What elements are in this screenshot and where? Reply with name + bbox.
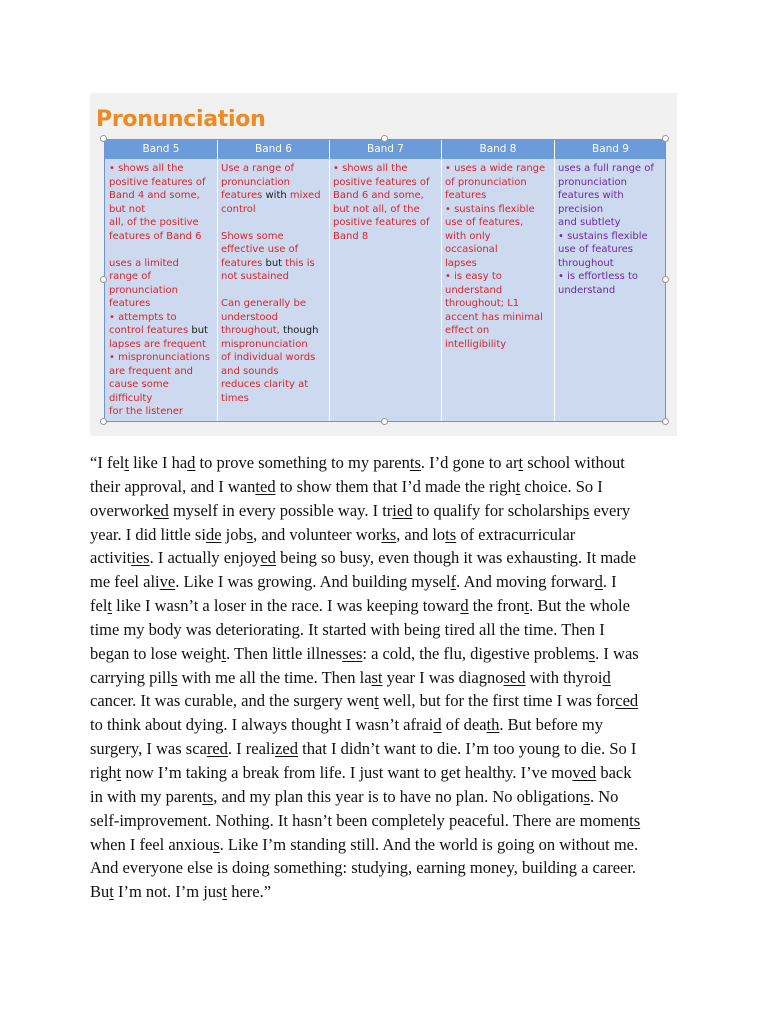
descriptor-text: this is xyxy=(285,257,315,269)
descriptor-text: understand xyxy=(445,284,503,296)
descriptor-line xyxy=(445,297,553,311)
descriptor-text: accent has minimal xyxy=(445,311,543,323)
passage-line xyxy=(90,761,690,785)
descriptor-line xyxy=(558,270,665,284)
descriptor-line xyxy=(333,162,440,176)
underlined-sound: s xyxy=(213,834,220,854)
passage-text: like I ha xyxy=(128,453,188,472)
descriptor-text: Shows some xyxy=(221,230,284,242)
underlined-sound: d xyxy=(594,572,603,592)
descriptor-text: control xyxy=(221,203,256,215)
header-band-9: Band 9 xyxy=(592,143,629,155)
passage-text: , and lo xyxy=(396,524,446,544)
passage-text: to think about dying. I always thought I wasn’t afrai xyxy=(90,715,434,735)
descriptor-line xyxy=(221,230,328,244)
passage-line xyxy=(90,666,690,690)
passage-line xyxy=(90,570,690,594)
descriptor-text: mispronunciation xyxy=(221,338,308,350)
descriptor-text: throughout xyxy=(558,257,614,269)
underlined-sound: ed xyxy=(260,548,277,568)
passage-text: . I was xyxy=(595,643,639,663)
passage-text: being so busy, even though it was exhausting. It made xyxy=(276,548,637,568)
passage-text: : a cold, the flu, digestive problem xyxy=(362,643,589,663)
passage-text: . But the whole xyxy=(529,596,630,616)
band-descriptor-table xyxy=(104,139,666,422)
descriptor-line xyxy=(109,270,216,284)
descriptor-line xyxy=(445,243,553,257)
descriptor-line xyxy=(445,257,553,271)
descriptor-line xyxy=(109,284,216,298)
descriptor-text: Can generally be xyxy=(221,298,307,309)
descriptor-text: use of features, xyxy=(445,217,524,228)
passage-line xyxy=(90,499,690,523)
rubric-title: Pronunciation xyxy=(96,107,266,132)
passage-line xyxy=(90,833,690,857)
descriptor-text: effect on xyxy=(445,325,490,336)
descriptor-text: features xyxy=(221,257,266,269)
descriptor-text: pronunciation xyxy=(558,176,627,188)
descriptor-text: but xyxy=(265,257,286,269)
descriptor-text: and sounds xyxy=(221,365,279,377)
header-band-5: Band 5 xyxy=(142,143,180,155)
descriptor-line xyxy=(109,324,216,338)
passage-text: back xyxy=(596,762,632,782)
descriptor-line xyxy=(221,257,328,271)
descriptor-line xyxy=(445,324,553,338)
passage-text: job xyxy=(221,524,247,544)
descriptor-text: cause some xyxy=(109,379,169,390)
passage-text: . I actually enjoy xyxy=(149,548,261,568)
underlined-sound: t xyxy=(524,596,530,616)
resize-handle[interactable] xyxy=(100,135,107,142)
descriptor-text: features xyxy=(221,190,266,201)
descriptor-line xyxy=(221,243,328,257)
descriptor-line xyxy=(109,230,216,244)
descriptor-text: are frequent and xyxy=(109,365,194,377)
band-6-descriptors xyxy=(221,162,328,405)
resize-handle[interactable] xyxy=(100,276,107,283)
passage-text: . But before my xyxy=(499,715,603,735)
passage-text: of dea xyxy=(441,715,487,735)
passage-line xyxy=(90,618,690,642)
band-8-descriptors xyxy=(445,162,553,351)
passage-text: I’m not. I’m jus xyxy=(113,882,223,902)
underlined-sound: d xyxy=(602,667,611,687)
descriptor-text: positive features of xyxy=(109,176,206,188)
underlined-sound: ts xyxy=(445,524,457,544)
passage-line xyxy=(90,546,690,570)
passage-text: And everyone else is doing something: studying, earning money, building a career. xyxy=(90,858,637,878)
header-band-7: Band 7 xyxy=(367,143,404,155)
passage-line xyxy=(90,523,690,547)
passage-text: . Like I’m standing still. And the world is going on without me. xyxy=(219,834,639,854)
descriptor-text: not sustained xyxy=(221,271,289,282)
passage-text: overwork xyxy=(90,500,154,520)
descriptor-text: • attempts to xyxy=(109,311,177,323)
passage-text: with me all the time. Then la xyxy=(177,667,372,687)
descriptor-text: precision xyxy=(558,203,604,215)
descriptor-line xyxy=(109,243,216,257)
underlined-sound: s xyxy=(582,500,590,520)
descriptor-line xyxy=(221,351,328,365)
passage-line xyxy=(90,737,690,761)
descriptor-line xyxy=(221,176,328,190)
descriptor-text: • mispronunciations xyxy=(109,352,210,363)
passage-text: time my body was deteriorating. It started with being tired all the time. Then I xyxy=(90,619,605,639)
passage-text: the fron xyxy=(468,596,525,616)
descriptor-line xyxy=(445,338,553,352)
underlined-sound: t xyxy=(109,882,114,902)
passage-line xyxy=(90,809,690,833)
underlined-sound: s xyxy=(583,786,590,806)
descriptor-text: range of xyxy=(109,271,151,282)
resize-handle[interactable] xyxy=(662,135,669,142)
passage-line xyxy=(90,642,690,666)
descriptor-text: positive features of xyxy=(333,217,430,228)
descriptor-text: mixed xyxy=(289,190,321,201)
passage-text: fel xyxy=(90,596,108,616)
underlined-sound: ve xyxy=(159,572,176,592)
passage-text: , and my plan this year is to have no plan. No obligation xyxy=(213,786,584,806)
underlined-sound: t xyxy=(222,882,228,902)
descriptor-line xyxy=(445,270,553,284)
passage-text: carrying pill xyxy=(90,667,172,687)
underlined-sound: ied xyxy=(392,500,413,520)
passage-text: . Then little illnes xyxy=(226,643,343,663)
passage-text: . And moving forwar xyxy=(456,572,595,592)
descriptor-text: intelligibility xyxy=(445,338,507,350)
descriptor-line xyxy=(558,203,665,217)
underlined-sound: de xyxy=(205,524,222,544)
descriptor-text: • sustains flexible xyxy=(558,230,648,242)
passage-text: . Like I was growing. And building mysel xyxy=(175,572,451,592)
reading-passage xyxy=(90,451,690,904)
underlined-sound: ts xyxy=(629,810,641,830)
descriptor-line xyxy=(221,203,328,217)
descriptor-line xyxy=(558,230,665,244)
descriptor-line xyxy=(221,270,328,284)
passage-text: . I reali xyxy=(227,739,276,759)
descriptor-line xyxy=(109,203,216,217)
passage-line xyxy=(90,856,690,880)
passage-text: every xyxy=(589,500,631,520)
descriptor-text: for the listener xyxy=(109,406,183,417)
descriptor-text: understood xyxy=(221,311,279,323)
underlined-sound: ved xyxy=(572,762,597,782)
underlined-sound: s xyxy=(171,667,178,687)
descriptor-line xyxy=(558,284,665,298)
underlined-sound: ted xyxy=(255,476,276,496)
passage-text: here.” xyxy=(227,882,272,902)
passage-text: Bu xyxy=(90,882,110,902)
descriptor-line xyxy=(221,297,328,311)
table-header-row xyxy=(105,140,665,159)
descriptor-text: features with xyxy=(558,190,624,201)
passage-text: , and volunteer wor xyxy=(253,524,382,544)
descriptor-text: pronunciation xyxy=(221,176,290,188)
underlined-sound: s xyxy=(588,643,596,663)
descriptor-line xyxy=(558,162,665,176)
passage-line xyxy=(90,689,690,713)
passage-text: . No xyxy=(590,786,619,806)
passage-text: began to lose weigh xyxy=(90,643,222,663)
descriptor-line xyxy=(333,216,440,230)
underlined-sound: ced xyxy=(615,691,639,711)
descriptor-text: uses a full range of xyxy=(558,163,654,174)
underlined-sound: sed xyxy=(503,667,526,687)
descriptor-line xyxy=(109,257,216,271)
descriptor-line xyxy=(221,365,328,379)
underlined-sound: d xyxy=(460,596,469,616)
passage-line xyxy=(90,785,690,809)
descriptor-text: and subtlety xyxy=(558,217,621,228)
header-band-6: Band 6 xyxy=(255,143,292,155)
passage-line xyxy=(90,713,690,737)
descriptor-text: control features xyxy=(109,325,192,336)
descriptor-line xyxy=(558,243,665,257)
band-9-descriptors xyxy=(558,162,665,297)
passage-text: righ xyxy=(90,762,117,782)
descriptor-line xyxy=(221,189,328,203)
passage-text: choice. So I xyxy=(520,476,603,496)
passage-text: year. I did little si xyxy=(90,524,206,544)
descriptor-line xyxy=(109,405,216,419)
underlined-sound: ies xyxy=(131,548,150,568)
descriptor-line xyxy=(445,284,553,298)
underlined-sound: ses xyxy=(342,643,363,663)
descriptor-line xyxy=(221,284,328,298)
resize-handle[interactable] xyxy=(662,276,669,283)
passage-text: with thyroi xyxy=(525,667,603,687)
descriptor-line xyxy=(445,311,553,325)
descriptor-text: • is effortless to xyxy=(558,271,639,282)
passage-text: like I wasn’t a loser in the race. I was keeping towar xyxy=(112,596,461,616)
passage-text: well, but for the first time I was for xyxy=(378,691,616,711)
descriptor-text: Band 8 xyxy=(333,230,369,242)
descriptor-text: times xyxy=(221,392,249,404)
descriptor-line xyxy=(109,311,216,325)
resize-handle[interactable] xyxy=(381,135,388,142)
underlined-sound: f xyxy=(450,572,457,592)
descriptor-text: with xyxy=(265,190,290,201)
passage-text: cancer. It was curable, and the surgery wen xyxy=(90,691,375,711)
underlined-sound: red xyxy=(206,739,228,759)
descriptor-text: though xyxy=(283,325,319,336)
descriptor-line xyxy=(445,176,553,190)
descriptor-line xyxy=(109,392,216,406)
underlined-sound: ts xyxy=(202,786,214,806)
descriptor-text: positive features of xyxy=(333,176,430,188)
descriptor-line xyxy=(445,230,553,244)
descriptor-line xyxy=(109,176,216,190)
passage-line xyxy=(90,451,690,475)
underlined-sound: t xyxy=(518,453,524,472)
column-divider xyxy=(441,140,442,421)
descriptor-line xyxy=(221,216,328,230)
descriptor-text: features of Band 6 xyxy=(109,230,202,242)
descriptor-text: reduces clarity at xyxy=(221,379,309,390)
descriptor-text: throughout; xyxy=(445,298,508,309)
descriptor-line xyxy=(109,365,216,379)
underlined-sound: t xyxy=(221,643,227,663)
passage-text: of extracurricular xyxy=(456,524,576,544)
descriptor-text: • shows all the xyxy=(109,163,184,174)
passage-text: that I didn’t want to die. I’m too young to die. So I xyxy=(298,739,637,759)
descriptor-text: pronunciation xyxy=(109,284,178,296)
underlined-sound: t xyxy=(116,762,122,782)
passage-text: “I fel xyxy=(90,453,125,472)
descriptor-line xyxy=(221,311,328,325)
passage-text: their approval, and I wan xyxy=(90,476,256,496)
underlined-sound: st xyxy=(371,667,383,687)
passage-text: to qualify for scholarship xyxy=(412,500,583,520)
passage-text: self-improvement. Nothing. It hasn’t been completely peaceful. There are momen xyxy=(90,810,630,830)
passage-text: surgery, I was sca xyxy=(90,739,207,759)
column-divider xyxy=(554,140,555,421)
descriptor-text: effective use of xyxy=(221,244,299,255)
passage-text: activit xyxy=(90,548,132,568)
descriptor-line xyxy=(333,189,440,203)
passage-text: to show them that I’d made the righ xyxy=(275,476,516,496)
descriptor-line xyxy=(445,203,553,217)
underlined-sound: t xyxy=(124,453,129,472)
band-7-descriptors xyxy=(333,162,440,243)
descriptor-line xyxy=(221,378,328,392)
header-band-8: Band 8 xyxy=(479,143,517,155)
passage-text: when I feel anxiou xyxy=(90,834,214,854)
descriptor-line xyxy=(445,216,553,230)
descriptor-line xyxy=(221,338,328,352)
underlined-sound: d xyxy=(187,453,196,472)
underlined-sound: zed xyxy=(275,739,299,759)
descriptor-line xyxy=(109,351,216,365)
descriptor-text: use of features xyxy=(558,244,634,255)
descriptor-text: difficulty xyxy=(109,392,153,404)
column-divider xyxy=(329,140,330,421)
descriptor-line xyxy=(558,189,665,203)
descriptor-line xyxy=(109,297,216,311)
passage-line xyxy=(90,475,690,499)
underlined-sound: t xyxy=(107,596,112,616)
descriptor-text: lapses are frequent xyxy=(109,338,207,350)
descriptor-line xyxy=(445,162,553,176)
descriptor-text: L1 xyxy=(507,298,520,309)
descriptor-line xyxy=(333,203,440,217)
descriptor-text: all, of the positive xyxy=(109,217,199,228)
descriptor-line xyxy=(109,338,216,352)
descriptor-text: but xyxy=(191,325,208,336)
passage-text: . I’d gone to ar xyxy=(420,453,519,472)
descriptor-line xyxy=(109,189,216,203)
passage-text: . I xyxy=(602,572,617,592)
underlined-sound: ts xyxy=(409,453,421,472)
descriptor-line xyxy=(333,176,440,190)
descriptor-text: with only xyxy=(445,230,491,242)
descriptor-line xyxy=(558,216,665,230)
resize-handle[interactable] xyxy=(100,418,107,425)
descriptor-text: • is easy to xyxy=(445,271,502,282)
passage-line xyxy=(90,594,690,618)
descriptor-line xyxy=(221,162,328,176)
descriptor-text: but not all, of the xyxy=(333,203,420,215)
underlined-sound: ed xyxy=(153,500,169,520)
pronunciation-rubric-image xyxy=(90,93,677,436)
descriptor-text: uses a limited xyxy=(109,257,179,269)
resize-handle[interactable] xyxy=(662,418,669,425)
descriptor-line xyxy=(109,216,216,230)
descriptor-line xyxy=(109,162,216,176)
column-divider xyxy=(217,140,218,421)
descriptor-text: Band 6 and some, xyxy=(333,190,424,201)
underlined-sound: s xyxy=(246,524,254,544)
descriptor-text: • sustains flexible xyxy=(445,203,535,215)
descriptor-text: of pronunciation xyxy=(445,176,527,188)
resize-handle[interactable] xyxy=(381,418,388,425)
passage-text: year I was diagno xyxy=(382,667,504,687)
descriptor-text: throughout, xyxy=(221,325,284,336)
descriptor-text: Use a range of xyxy=(221,163,295,174)
passage-text: in with my paren xyxy=(90,786,203,806)
passage-text: to prove something to my paren xyxy=(195,453,410,472)
band-5-descriptors xyxy=(109,162,216,419)
descriptor-text: features xyxy=(109,298,151,309)
descriptor-line xyxy=(333,230,440,244)
passage-text: myself in every possible way. I tr xyxy=(168,500,393,520)
descriptor-text: of individual words xyxy=(221,352,316,363)
underlined-sound: d xyxy=(433,715,442,735)
descriptor-text: occasional xyxy=(445,244,498,255)
underlined-sound: t xyxy=(515,476,521,496)
descriptor-line xyxy=(109,378,216,392)
descriptor-text: • uses a wide range xyxy=(445,163,546,174)
passage-text: now I’m taking a break from life. I just want to get healthy. I’ve mo xyxy=(121,762,573,782)
descriptor-text: features xyxy=(445,190,487,201)
descriptor-text: understand xyxy=(558,284,616,296)
descriptor-text: but not xyxy=(109,203,146,215)
descriptor-line xyxy=(445,189,553,203)
descriptor-line xyxy=(221,392,328,406)
passage-line xyxy=(90,880,690,904)
descriptor-line xyxy=(221,324,328,338)
underlined-sound: t xyxy=(374,691,379,711)
descriptor-text: Band 4 and some, xyxy=(109,190,200,201)
descriptor-text: • shows all the xyxy=(333,163,408,174)
passage-text: me feel ali xyxy=(90,572,160,592)
descriptor-line xyxy=(558,176,665,190)
descriptor-line xyxy=(558,257,665,271)
descriptor-text: lapses xyxy=(445,257,477,269)
underlined-sound: th xyxy=(486,715,500,735)
passage-text: school without xyxy=(523,453,625,472)
underlined-sound: ks xyxy=(381,524,397,544)
